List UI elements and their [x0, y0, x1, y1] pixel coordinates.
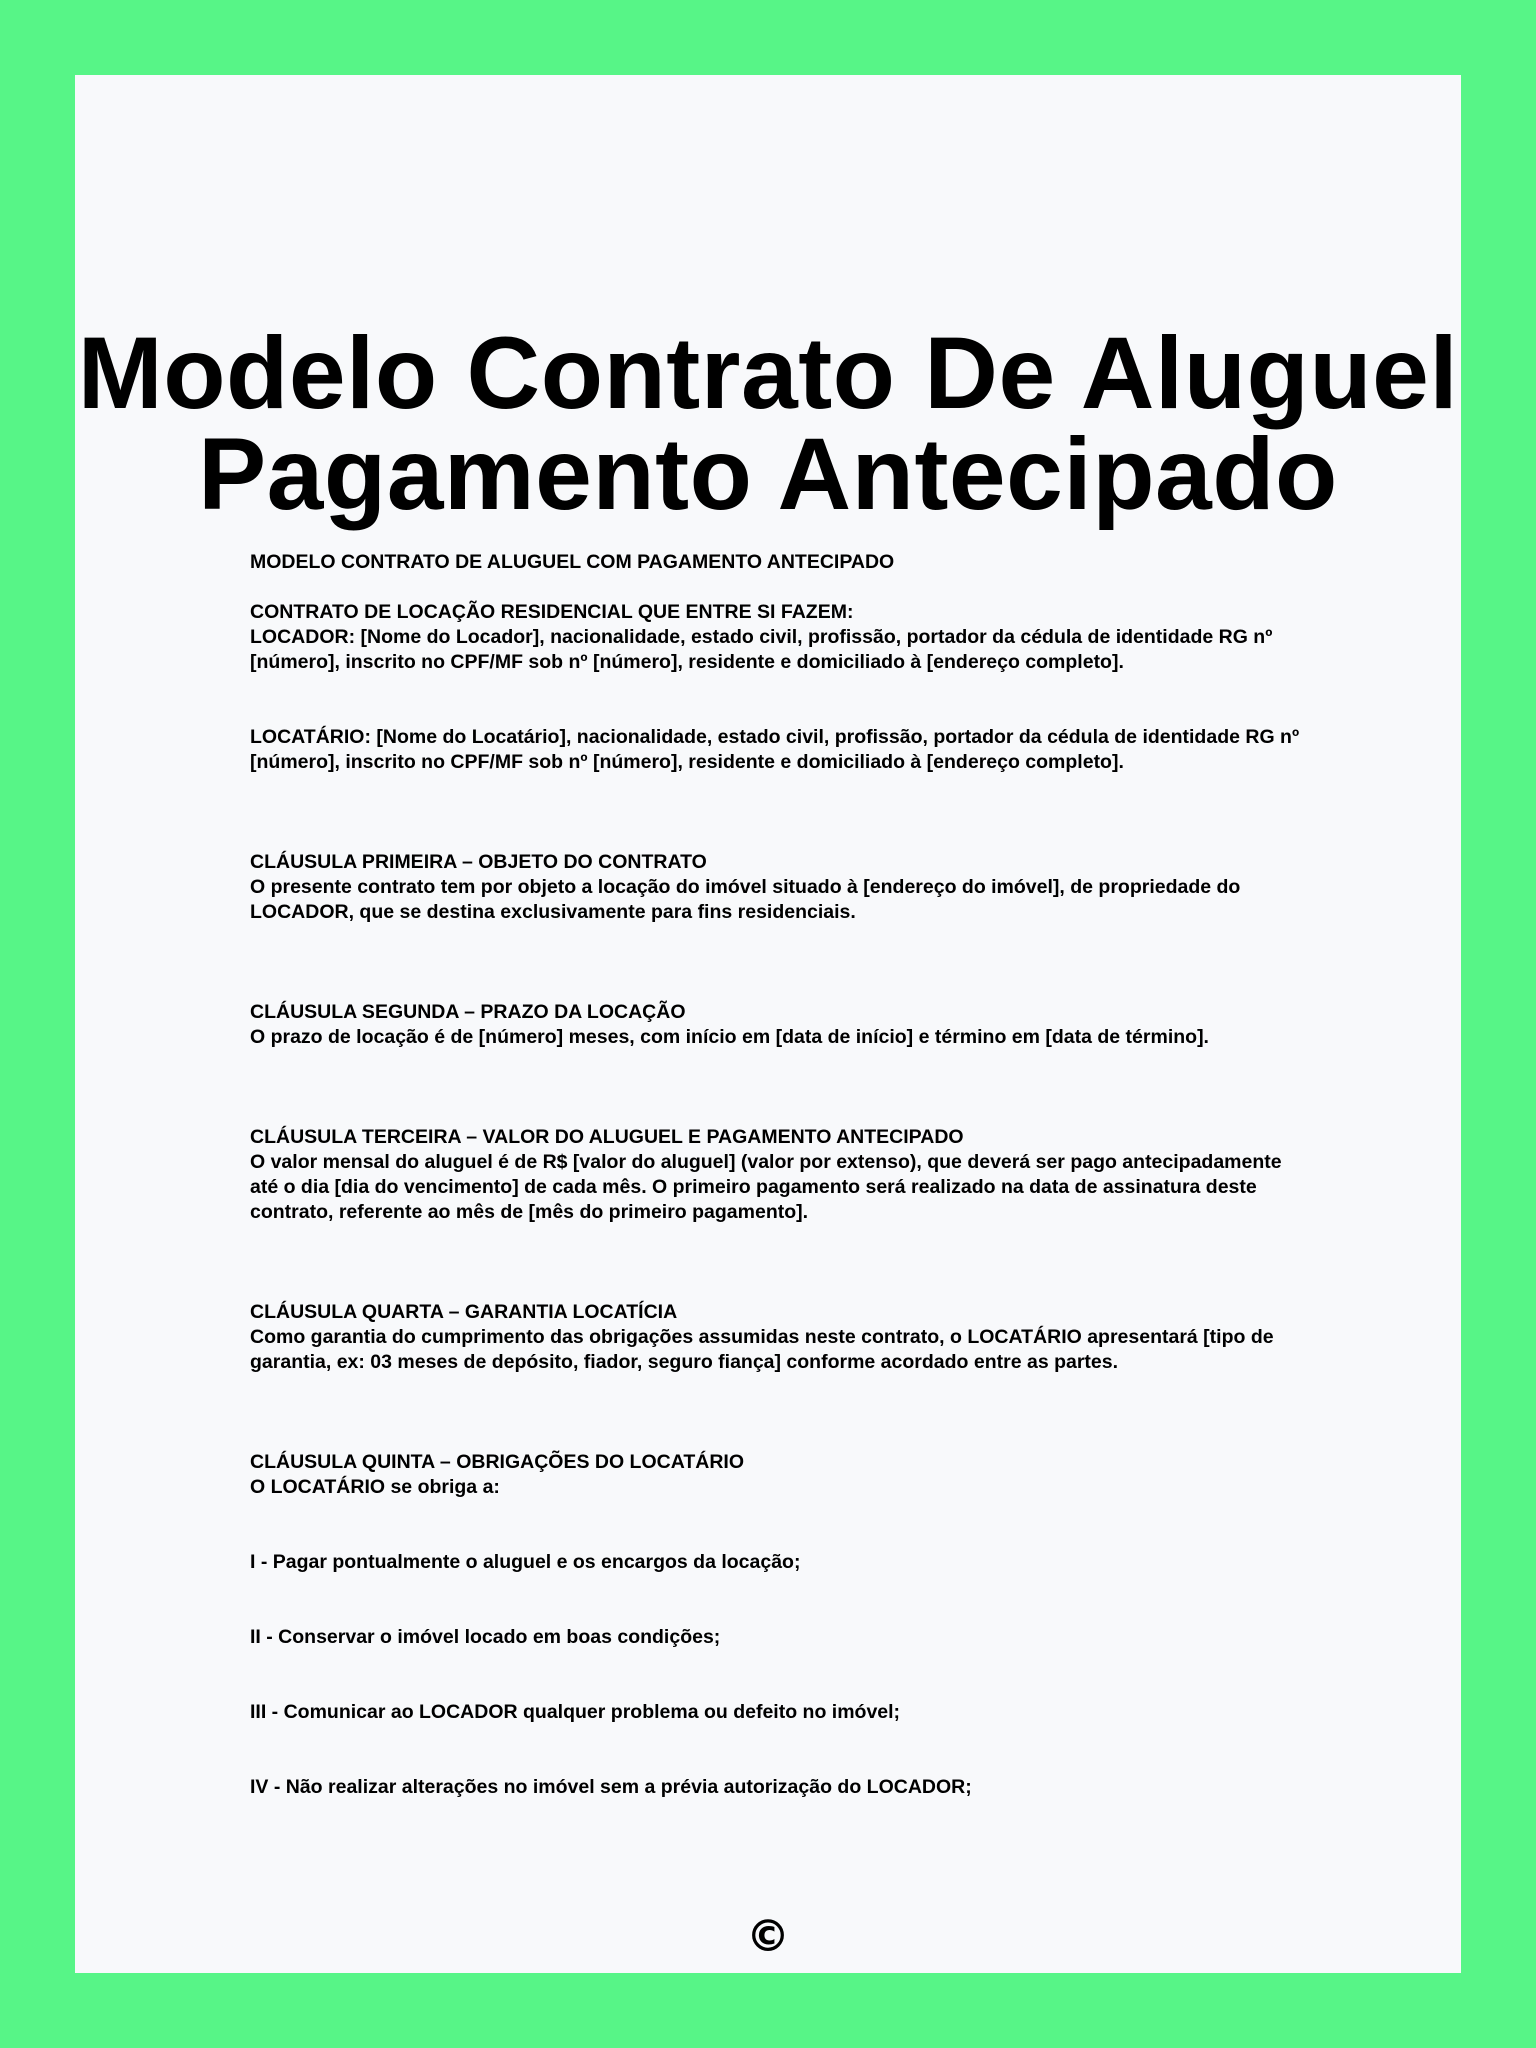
obligation-item-4: IV - Não realizar alterações no imóvel sem a prévia autorização do LOCADOR; — [250, 1776, 972, 1798]
clause-2-title: CLÁUSULA SEGUNDA – PRAZO DA LOCAÇÃO — [250, 1001, 686, 1023]
obligation-item-2: II - Conservar o imóvel locado em boas condições; — [250, 1626, 721, 1648]
page-title — [75, 316, 1461, 531]
page-title-line-2: Pagamento Antecipado — [198, 417, 1338, 531]
clause-3-text: O valor mensal do aluguel é de R$ [valor do aluguel] (valor por extenso), que deverá ser pago antecipadamente até o dia [dia do vencimento] de cada mês. O primeiro pagamento será realizado na data de assinatura deste contrato, referente ao mês de [mês do primeiro pagamento]. — [250, 1151, 1282, 1223]
clause-4-text: Como garantia do cumprimento das obrigações assumidas neste contrato, o LOCATÁRIO apresentará [tipo de garantia, ex: 03 meses de depósito, fiador, seguro fiança] conforme acordado entre as partes. — [250, 1326, 1274, 1373]
contract-heading: MODELO CONTRATO DE ALUGUEL COM PAGAMENTO ANTECIPADO — [250, 551, 895, 573]
clause-2-text: O prazo de locação é de [número] meses, com início em [data de início] e término em [data de término]. — [250, 1026, 1209, 1048]
contract-intro: CONTRATO DE LOCAÇÃO RESIDENCIAL QUE ENTRE SI FAZEM: — [250, 601, 854, 623]
clause-5-title: CLÁUSULA QUINTA – OBRIGAÇÕES DO LOCATÁRIO — [250, 1451, 744, 1473]
obligation-item-1: I - Pagar pontualmente o aluguel e os encargos da locação; — [250, 1551, 801, 1573]
clause-1-title: CLÁUSULA PRIMEIRA – OBJETO DO CONTRATO — [250, 851, 707, 873]
page-title-line-1: Modelo Contrato De Aluguel — [77, 316, 1459, 430]
clause-4-title: CLÁUSULA QUARTA – GARANTIA LOCATÍCIA — [250, 1301, 678, 1323]
document-page — [75, 75, 1461, 1973]
copyright-icon: © — [746, 1911, 790, 1962]
clause-1-text: O presente contrato tem por objeto a locação do imóvel situado à [endereço do imóvel], de propriedade do LOCADOR, que se destina exclusivamente para fins residenciais. — [250, 876, 1241, 923]
obligation-item-3: III - Comunicar ao LOCADOR qualquer problema ou defeito no imóvel; — [250, 1701, 901, 1723]
locador-paragraph: LOCADOR: [Nome do Locador], nacionalidade, estado civil, profissão, portador da cédula de identidade RG nº [número], inscrito no CPF/MF sob nº [número], residente e domiciliado à [endereço completo]. — [250, 626, 1273, 673]
clause-3-title: CLÁUSULA TERCEIRA – VALOR DO ALUGUEL E PAGAMENTO ANTECIPADO — [250, 1126, 964, 1148]
clause-5-text: O LOCATÁRIO se obriga a: — [250, 1476, 500, 1498]
contract-body — [250, 550, 1310, 1800]
locatario-paragraph: LOCATÁRIO: [Nome do Locatário], nacionalidade, estado civil, profissão, portador da cédula de identidade RG nº [número], inscrito no CPF/MF sob nº [número], residente e domiciliado à [endereço completo]. — [250, 726, 1300, 773]
